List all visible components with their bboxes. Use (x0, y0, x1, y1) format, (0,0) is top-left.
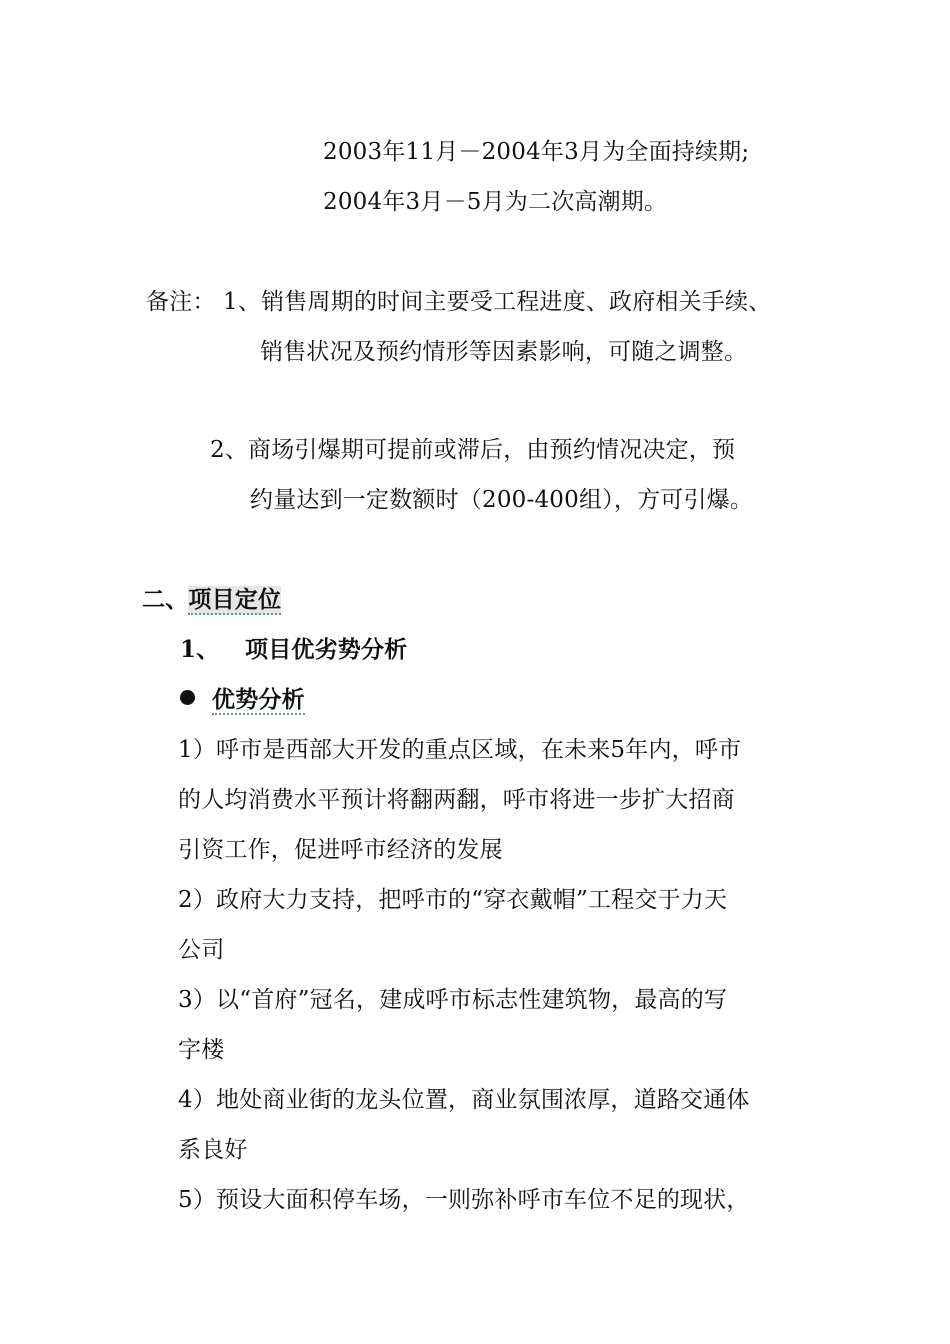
advantage-line-9: 系良好 (178, 1137, 248, 1163)
advantage-line-1: 1）呼市是西部大开发的重点区域，在未来5年内，呼市 (178, 737, 742, 763)
note-2-line-1: 2、商场引爆期可提前或滞后，由预约情况决定，预 (210, 437, 736, 463)
advantage-line-7: 字楼 (178, 1037, 225, 1063)
subsection-1-number: 1、 (180, 636, 220, 663)
bullet-dot-icon (180, 690, 195, 705)
advantages-title-text: 优势分析 (212, 686, 305, 713)
advantage-line-10: 5）预设大面积停车场，一则弥补呼市车位不足的现状， (178, 1187, 750, 1213)
schedule-line-1: 2003年11月－2004年3月为全面持续期; (323, 139, 750, 165)
note-1-line-2: 销售状况及预约情形等因素影响，可随之调整。 (260, 339, 748, 365)
section-2-number: 二、 (142, 586, 189, 613)
section-2-heading (142, 584, 281, 616)
note-label: 备注： (146, 289, 216, 315)
schedule-line-2: 2004年3月－5月为二次高潮期。 (323, 189, 668, 215)
note-1-line-1: 1、销售周期的时间主要受工程进度、政府相关手续、 (223, 289, 772, 315)
advantage-line-3: 引资工作，促进呼市经济的发展 (178, 837, 503, 863)
advantage-line-8: 4）地处商业街的龙头位置，商业氛围浓厚，道路交通体 (178, 1087, 750, 1113)
advantage-line-6: 3）以“首府”冠名，建成呼市标志性建筑物，最高的写 (178, 987, 728, 1013)
advantage-line-4: 2）政府大力支持，把呼市的“穿衣戴帽”工程交于力天 (178, 887, 728, 913)
subsection-1-title: 项目优劣势分析 (245, 636, 408, 663)
advantage-line-2: 的人均消费水平预计将翻两翻，呼市将进一步扩大招商 (178, 787, 735, 813)
section-2-title: 项目定位 (188, 586, 282, 613)
note-2-line-2: 约量达到一定数额时（200-400组），方可引爆。 (250, 487, 754, 513)
advantage-line-5: 公司 (178, 937, 225, 963)
bullet-advantages-title (212, 684, 305, 716)
